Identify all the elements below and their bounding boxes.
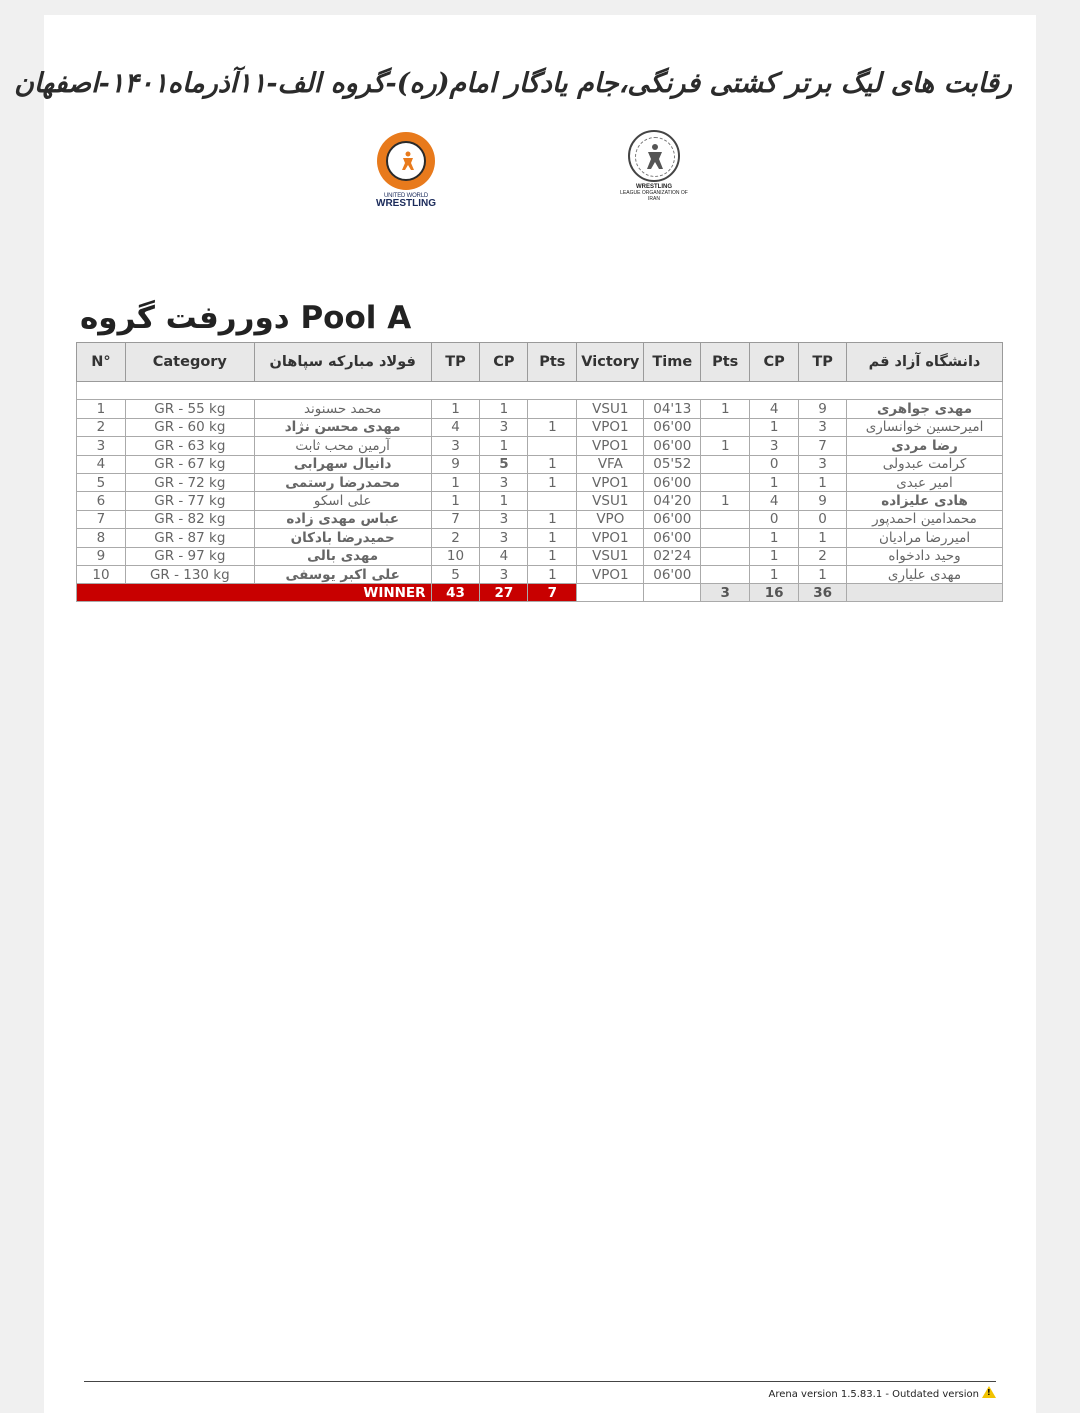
row-pts-right xyxy=(701,418,750,436)
row-right-name: امیررضا مرادیان xyxy=(847,529,1003,547)
header-tp-left: TP xyxy=(431,343,480,382)
row-left-name: محمدرضا رستمی xyxy=(254,473,431,491)
row-right-name: امیرحسین خوانساری xyxy=(847,418,1003,436)
document-title: رقابت های لیگ برتر کشتی فرنگی،جام یادگار امام(ره)-گروه الف-۱۱آذرماه۱۴۰۱-اصفهان xyxy=(14,68,1012,99)
row-tp-left: 9 xyxy=(431,455,480,473)
row-cp-right: 1 xyxy=(750,473,799,491)
row-right-name: مهدی علیاری xyxy=(847,565,1003,583)
uww-logo xyxy=(376,132,436,216)
header-team-right: دانشگاه آزاد قم xyxy=(847,343,1003,382)
total-pts-left: 7 xyxy=(528,584,577,602)
row-victory: VSU1 xyxy=(577,400,644,418)
row-cp-left: 3 xyxy=(480,510,528,528)
row-no: 5 xyxy=(77,473,126,491)
row-pts-right: 1 xyxy=(701,492,750,510)
row-cp-left: 3 xyxy=(480,473,528,491)
row-victory: VPO1 xyxy=(577,565,644,583)
row-pts-left: 1 xyxy=(528,510,577,528)
row-pts-right xyxy=(701,473,750,491)
row-pts-left: 1 xyxy=(528,418,577,436)
row-cp-left: 3 xyxy=(480,565,528,583)
row-cp-right: 4 xyxy=(750,400,799,418)
row-right-name: کرامت عبدولی xyxy=(847,455,1003,473)
row-pts-left: 1 xyxy=(528,529,577,547)
uww-logo-line1: UNITED WORLD xyxy=(384,193,428,199)
row-left-name: مهدی محسن نژاد xyxy=(254,418,431,436)
row-pts-left xyxy=(528,400,577,418)
table-row xyxy=(77,492,1003,510)
header-team-left: فولاد مبارکه سپاهان xyxy=(254,343,431,382)
row-time: 06'00 xyxy=(644,418,701,436)
row-tp-right: 1 xyxy=(799,529,847,547)
footer-divider xyxy=(84,1381,996,1382)
row-tp-left: 10 xyxy=(431,547,480,565)
row-no: 10 xyxy=(77,565,126,583)
footer-version-text: Arena version 1.5.83.1 - Outdated version xyxy=(768,1389,979,1400)
row-cp-left: 3 xyxy=(480,418,528,436)
row-cp-left: 1 xyxy=(480,437,528,455)
row-category: GR - 82 kg xyxy=(125,510,254,528)
row-right-name: محمدامین احمدپور xyxy=(847,510,1003,528)
total-tp-right: 36 xyxy=(799,584,847,602)
row-victory: VPO1 xyxy=(577,437,644,455)
row-no: 1 xyxy=(77,400,126,418)
header-tp-right: TP xyxy=(799,343,847,382)
row-pts-right xyxy=(701,529,750,547)
row-time: 04'20 xyxy=(644,492,701,510)
league-logo-line2: LEAGUE ORGANIZATION OF xyxy=(620,190,688,196)
totals-row xyxy=(77,584,1003,602)
row-cp-left: 5 xyxy=(480,455,528,473)
row-left-name: دانیال سهرابی xyxy=(254,455,431,473)
row-no: 7 xyxy=(77,510,126,528)
row-category: GR - 60 kg xyxy=(125,418,254,436)
row-tp-right: 1 xyxy=(799,565,847,583)
row-no: 9 xyxy=(77,547,126,565)
table-row xyxy=(77,400,1003,418)
warning-icon: ! xyxy=(982,1386,996,1398)
header-cp-right: CP xyxy=(750,343,799,382)
row-victory: VPO1 xyxy=(577,529,644,547)
total-victory-blank xyxy=(577,584,644,602)
row-left-name: عباس مهدی زاده xyxy=(254,510,431,528)
row-tp-right: 7 xyxy=(799,437,847,455)
row-category: GR - 55 kg xyxy=(125,400,254,418)
header-cp-left: CP xyxy=(480,343,528,382)
row-no: 8 xyxy=(77,529,126,547)
row-category: GR - 72 kg xyxy=(125,473,254,491)
row-cp-right: 1 xyxy=(750,418,799,436)
row-tp-left: 1 xyxy=(431,473,480,491)
row-cp-right: 0 xyxy=(750,510,799,528)
row-left-name: علی اکبر یوسفی xyxy=(254,565,431,583)
table-row xyxy=(77,418,1003,436)
row-time: 06'00 xyxy=(644,510,701,528)
total-tp-left: 43 xyxy=(431,584,480,602)
row-pts-right xyxy=(701,455,750,473)
row-cp-right: 1 xyxy=(750,529,799,547)
row-pts-right xyxy=(701,547,750,565)
row-pts-left xyxy=(528,492,577,510)
row-cp-right: 1 xyxy=(750,565,799,583)
row-victory: VPO1 xyxy=(577,418,644,436)
results-table xyxy=(76,342,1003,602)
row-tp-right: 1 xyxy=(799,473,847,491)
row-left-name: حمیدرضا بادکان xyxy=(254,529,431,547)
row-cp-left: 4 xyxy=(480,547,528,565)
row-category: GR - 87 kg xyxy=(125,529,254,547)
total-cp-left: 27 xyxy=(480,584,528,602)
table-row xyxy=(77,565,1003,583)
row-time: 06'00 xyxy=(644,437,701,455)
row-cp-left: 1 xyxy=(480,400,528,418)
row-victory: VPO xyxy=(577,510,644,528)
row-category: GR - 67 kg xyxy=(125,455,254,473)
winner-label: WINNER xyxy=(77,584,432,602)
header-victory: Victory xyxy=(577,343,644,382)
row-right-name: هادی علیزاده xyxy=(847,492,1003,510)
row-time: 06'00 xyxy=(644,565,701,583)
table-row xyxy=(77,510,1003,528)
row-right-name: مهدی جواهری xyxy=(847,400,1003,418)
league-emblem-icon xyxy=(644,142,666,170)
row-pts-right: 1 xyxy=(701,437,750,455)
row-time: 02'24 xyxy=(644,547,701,565)
row-pts-left xyxy=(528,437,577,455)
row-cp-right: 3 xyxy=(750,437,799,455)
row-tp-right: 3 xyxy=(799,418,847,436)
header-category: Category xyxy=(125,343,254,382)
row-category: GR - 63 kg xyxy=(125,437,254,455)
row-pts-right xyxy=(701,510,750,528)
row-tp-right: 9 xyxy=(799,400,847,418)
row-victory: VPO1 xyxy=(577,473,644,491)
league-logo xyxy=(612,130,696,210)
row-tp-left: 1 xyxy=(431,400,480,418)
total-cp-right: 16 xyxy=(750,584,799,602)
row-tp-left: 2 xyxy=(431,529,480,547)
row-tp-left: 1 xyxy=(431,492,480,510)
row-pts-right: 1 xyxy=(701,400,750,418)
row-cp-left: 1 xyxy=(480,492,528,510)
league-logo-line1: WRESTLING xyxy=(636,184,672,190)
row-right-name: وحید دادخواه xyxy=(847,547,1003,565)
row-category: GR - 130 kg xyxy=(125,565,254,583)
row-pts-right xyxy=(701,565,750,583)
row-category: GR - 97 kg xyxy=(125,547,254,565)
table-row xyxy=(77,547,1003,565)
pool-title: دوررفت گروه Pool A xyxy=(80,300,412,336)
row-victory: VFA xyxy=(577,455,644,473)
total-pts-right: 3 xyxy=(701,584,750,602)
row-tp-right: 2 xyxy=(799,547,847,565)
row-tp-right: 3 xyxy=(799,455,847,473)
row-time: 04'13 xyxy=(644,400,701,418)
total-right-blank xyxy=(847,584,1003,602)
table-row xyxy=(77,473,1003,491)
wrestler-figure-icon xyxy=(400,151,416,171)
row-cp-right: 0 xyxy=(750,455,799,473)
header-no: N° xyxy=(77,343,126,382)
row-time: 06'00 xyxy=(644,529,701,547)
row-left-name: مهدی بالی xyxy=(254,547,431,565)
table-body xyxy=(77,400,1003,584)
row-right-name: رضا مردی xyxy=(847,437,1003,455)
table-header-row xyxy=(77,343,1003,382)
footer xyxy=(640,1385,996,1400)
row-cp-right: 4 xyxy=(750,492,799,510)
row-pts-left: 1 xyxy=(528,455,577,473)
row-time: 05'52 xyxy=(644,455,701,473)
table-row xyxy=(77,455,1003,473)
total-time-blank xyxy=(644,584,701,602)
league-logo-line3: IRAN xyxy=(648,196,660,202)
row-no: 2 xyxy=(77,418,126,436)
uww-logo-line2: WRESTLING xyxy=(376,198,436,209)
header-pts-right: Pts xyxy=(701,343,750,382)
row-tp-right: 0 xyxy=(799,510,847,528)
row-tp-right: 9 xyxy=(799,492,847,510)
row-left-name: محمد حسنوند xyxy=(254,400,431,418)
row-right-name: امیر عبدی xyxy=(847,473,1003,491)
document-page xyxy=(44,15,1036,1413)
header-time: Time xyxy=(644,343,701,382)
header-pts-left: Pts xyxy=(528,343,577,382)
table-row xyxy=(77,437,1003,455)
row-victory: VSU1 xyxy=(577,492,644,510)
row-tp-left: 7 xyxy=(431,510,480,528)
row-pts-left: 1 xyxy=(528,473,577,491)
row-no: 3 xyxy=(77,437,126,455)
row-tp-left: 3 xyxy=(431,437,480,455)
row-left-name: آرمین محب ثابت xyxy=(254,437,431,455)
row-tp-left: 5 xyxy=(431,565,480,583)
row-pts-left: 1 xyxy=(528,547,577,565)
row-cp-right: 1 xyxy=(750,547,799,565)
row-no: 4 xyxy=(77,455,126,473)
table-row xyxy=(77,529,1003,547)
row-tp-left: 4 xyxy=(431,418,480,436)
row-time: 06'00 xyxy=(644,473,701,491)
row-left-name: علی اسکو xyxy=(254,492,431,510)
row-pts-left: 1 xyxy=(528,565,577,583)
row-cp-left: 3 xyxy=(480,529,528,547)
row-category: GR - 77 kg xyxy=(125,492,254,510)
row-victory: VSU1 xyxy=(577,547,644,565)
row-no: 6 xyxy=(77,492,126,510)
